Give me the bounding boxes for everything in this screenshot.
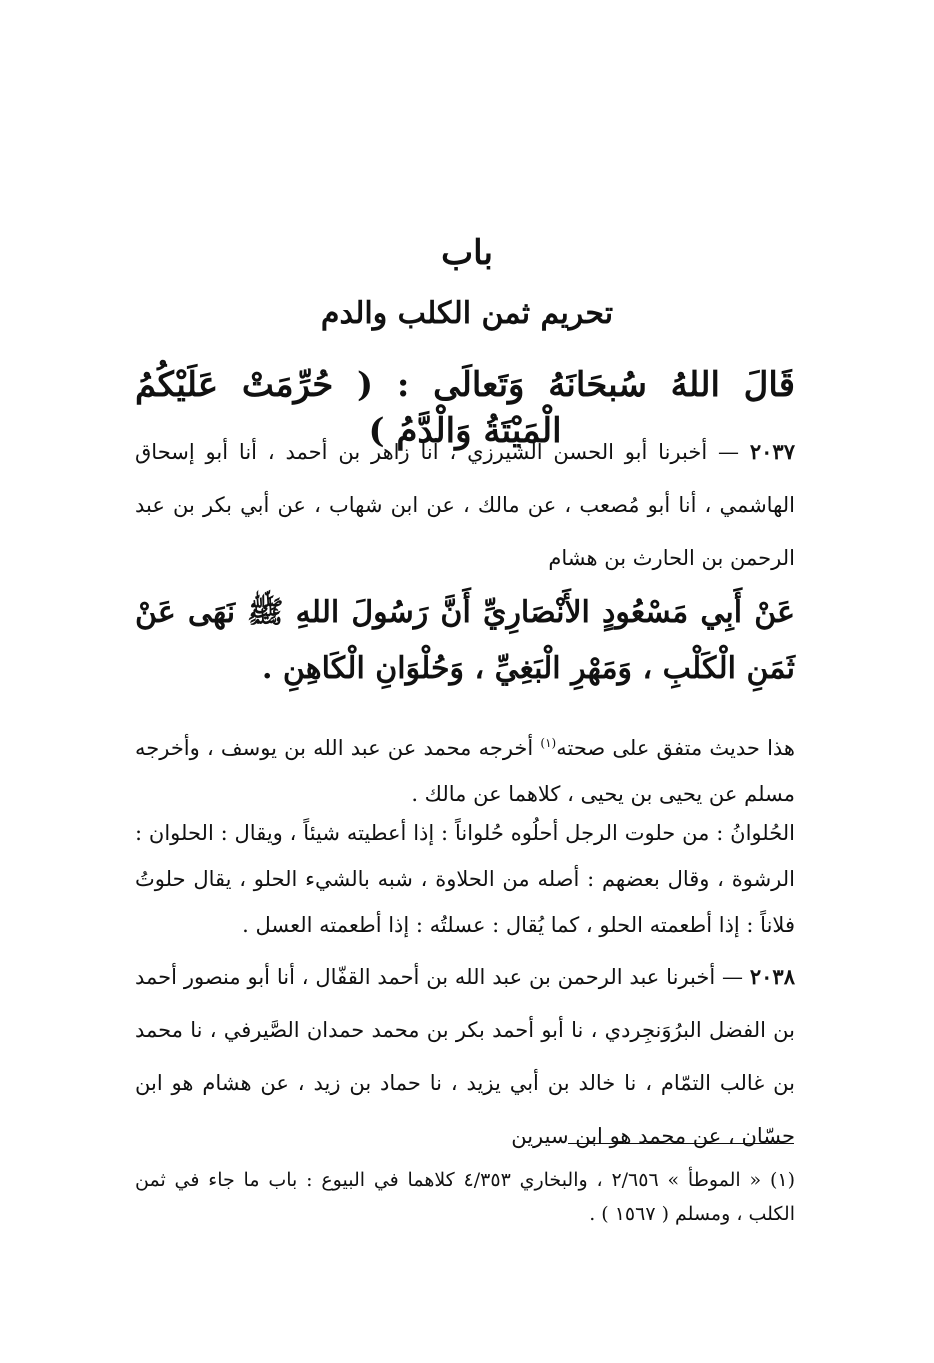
hadith-2037-explanation: الحُلوانُ : من حلوت الرجل أحلُوه حُلواناً : إذا أعطيته شيئاً ، ويقال : الحلوان : الرشوة ، وقال بعضهم : أصله من الحلاوة ، شبه بالشيء الحلو ، يقال حلوتُ فلاناً : إذا أطعمته الحلو ، كما يُقال : عسلتُه : إذا أطعمته العسل . xyxy=(135,821,795,937)
hadith-2038-isnad xyxy=(135,950,795,1163)
hadith-number: ٢٠٣٨ xyxy=(749,964,795,989)
isnad-text: — أخبرنا أبو الحسن الشيرزي ، أنا زاهر بن أحمد ، أنا أبو إسحاق الهاشمي ، أنا أبو مُصعب ، عن مالك ، عن ابن شهاب ، عن أبي بكر بن عبد الرحمن بن الحارث بن هشام xyxy=(135,440,795,570)
hadith-2037-matn: عَنْ أَبِي مَسْعُودٍ الأَنْصَارِيِّ أَنَّ رَسُولَ اللهِ ﷺ نَهَى عَنْ ثَمَنِ الْكَلْبِ ، وَمَهْرِ الْبَغِيِّ ، وَحُلْوَانِ الْكَاهِنِ . xyxy=(135,595,795,686)
hadith-number: ٢٠٣٧ xyxy=(749,439,795,464)
isnad-text: — أخبرنا عبد الرحمن بن عبد الله بن أحمد القفّال ، أنا أبو منصور أحمد بن الفضل البرُوَنجِردي ، نا أبو أحمد بكر بن محمد حمدان الصَّيرفي ، نا محمد بن غالب التمّام ، نا خالد بن أبي يزيد ، نا حماد بن زيد ، عن هشام هو ابن حسّان ، عن محمد هو ابن سيرين xyxy=(135,965,795,1148)
hadith-2037-takhrij xyxy=(135,720,795,817)
footnote: (١) « الموطأ » ٢/٦٥٦ ، والبخاري ٤/٣٥٣ كلاهما في البيوع : باب ما جاء في ثمن الكلب ، ومسلم ( ١٥٦٧ ) . xyxy=(135,1169,796,1225)
chapter-heading: باب xyxy=(441,233,493,273)
quran-verse: قَالَ اللهُ سُبحَانَهُ وَتَعالَى : ( حُرِّمَتْ عَلَيْكُمُ الْمَيْتَةُ وَالْدَّمُ ) xyxy=(135,365,795,451)
footnote-reference[interactable]: (١) xyxy=(540,736,557,750)
takhrij-text: هذا حديث متفق على صحته xyxy=(556,736,795,760)
hadith-2037-isnad xyxy=(135,425,795,585)
footnote-divider xyxy=(568,1143,794,1144)
takhrij-rest-text: أخرجه محمد عن عبد الله بن يوسف ، وأخرجه مسلم عن يحيى بن يحيى ، كلاهما عن مالك . xyxy=(135,736,795,806)
chapter-title: تحريم ثمن الكلب والدم xyxy=(320,296,614,331)
